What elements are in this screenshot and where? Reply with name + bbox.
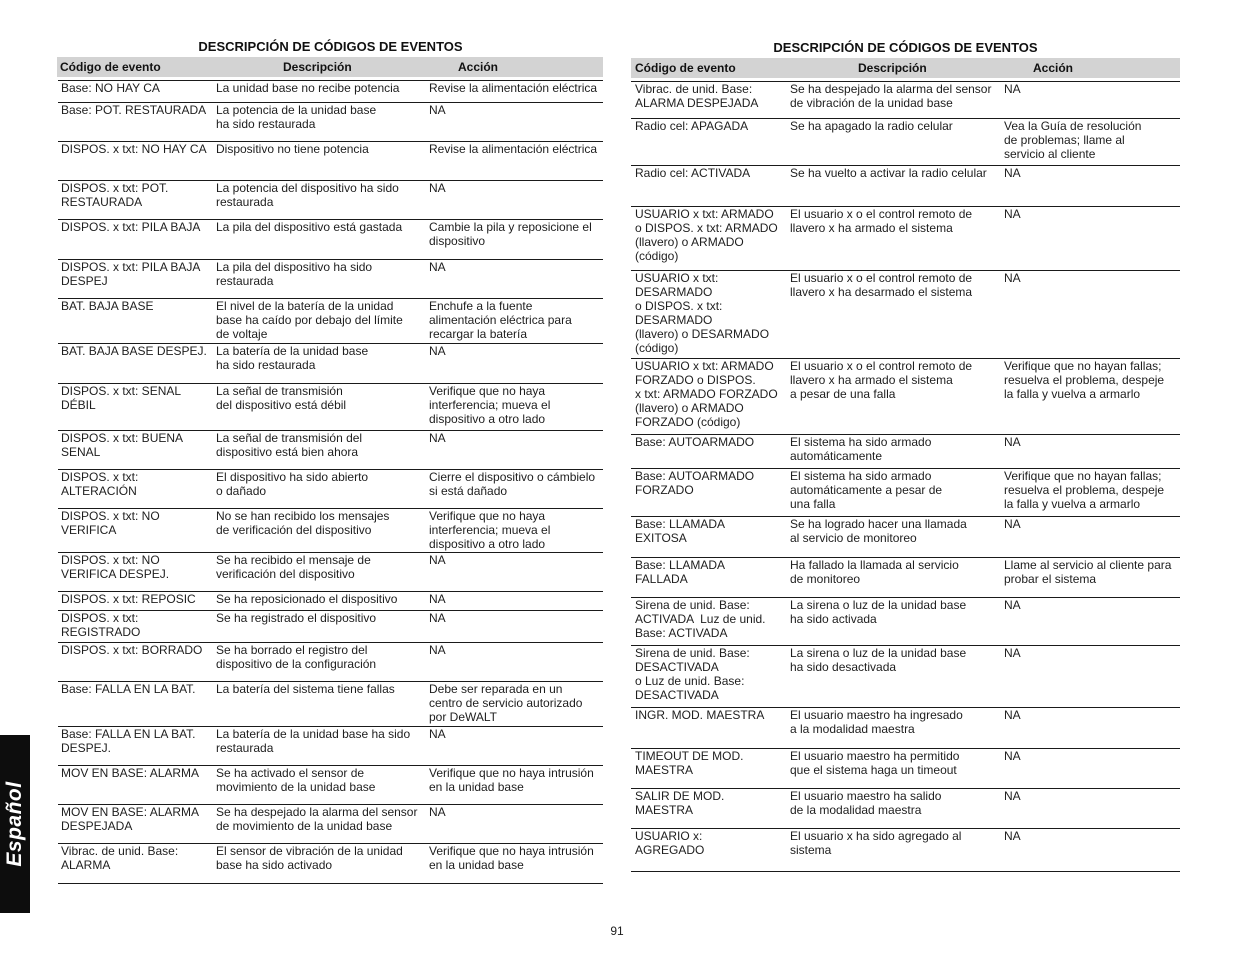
table-row (58, 343, 603, 383)
column-header-description: Descripción (283, 60, 352, 74)
description-cell: El usuario x o el control remoto de llavero x ha desarmado el sistema (790, 271, 973, 299)
event-code-cell: SALIR DE MOD. MAESTRA (635, 789, 725, 817)
table-row (631, 707, 1180, 748)
event-code-cell: DISPOS. x txt: NO VERIFICA (61, 509, 160, 537)
action-cell: Verifique que no hayan fallas; resuelva el problema, despeje la falla y vuelva a armarlo (1004, 469, 1165, 511)
action-cell: NA (1004, 207, 1021, 221)
description-cell: El dispositivo ha sido abierto o dañado (216, 470, 369, 498)
description-cell: Se ha despejado la alarma del sensor de vibración de la unidad base (790, 82, 992, 110)
table-row (58, 610, 603, 642)
description-cell: El usuario maestro ha permitido que el sistema haga un timeout (790, 749, 960, 777)
table-row (631, 81, 1180, 118)
description-cell: La señal de transmisión del dispositivo está bien ahora (216, 431, 363, 459)
event-code-cell: Base: NO HAY CA (61, 81, 160, 95)
event-code-cell: Base: LLAMADA FALLADA (635, 558, 726, 586)
table-row (58, 681, 603, 726)
event-code-cell: Base: AUTOARMADO FORZADO (635, 469, 755, 497)
description-cell: El usuario x o el control remoto de llavero x ha armado el sistema a pesar de una falla (790, 359, 973, 401)
action-cell: NA (1004, 829, 1021, 843)
description-cell: Se ha logrado hacer una llamada al servicio de monitoreo (790, 517, 967, 545)
description-cell: Se ha recibido el mensaje de verificación del dispositivo (216, 553, 371, 581)
table-row (58, 642, 603, 681)
table-row (631, 645, 1180, 707)
event-code-cell: TIMEOUT DE MOD. MAESTRA (635, 749, 744, 777)
description-cell: Se ha vuelto a activar la radio celular (790, 166, 987, 180)
description-cell: La pila del dispositivo está gastada (216, 220, 403, 234)
table-row (58, 383, 603, 430)
table-row (58, 591, 603, 610)
action-cell: NA (429, 431, 446, 445)
description-cell: Se ha borrado el registro del dispositivo de la configuración (216, 643, 377, 671)
table-row (58, 843, 603, 883)
table-row (58, 508, 603, 552)
action-cell: Cambie la pila y reposicione el dispositivo (429, 220, 592, 248)
action-cell: NA (429, 181, 446, 195)
column-header-description: Descripción (858, 61, 927, 75)
language-tab-label: Español (3, 781, 26, 867)
description-cell: El sensor de vibración de la unidad base ha sido activado (216, 844, 403, 872)
action-cell: NA (1004, 517, 1021, 531)
description-cell: Dispositivo no tiene potencia (216, 142, 369, 156)
event-code-cell: DISPOS. x txt: BUENA SENAL (61, 431, 184, 459)
action-cell: NA (1004, 598, 1021, 612)
description-cell: Se ha despejado la alarma del sensor de movimiento de la unidad base (216, 805, 418, 833)
action-cell: Verifique que no haya interferencia; mueva el dispositivo a otro lado (429, 509, 551, 551)
description-cell: Se ha activado el sensor de movimiento de la unidad base (216, 766, 376, 794)
event-code-cell: Base: FALLA EN LA BAT. (61, 682, 196, 696)
event-code-cell: MOV EN BASE: ALARMA (61, 766, 200, 780)
description-cell: La batería de la unidad base ha sido restaurada (216, 727, 411, 755)
event-code-cell: DISPOS. x txt: PILA BAJA (61, 220, 201, 234)
action-cell: NA (429, 260, 446, 274)
event-code-cell: BAT. BAJA BASE (61, 299, 154, 313)
table-row (58, 726, 603, 765)
description-cell: El usuario x ha sido agregado al sistema (790, 829, 962, 857)
table-row (58, 804, 603, 843)
table-row (631, 165, 1180, 206)
table-row (631, 206, 1180, 270)
description-cell: El nivel de la batería de la unidad base ha caído por debajo del límite de voltaje (216, 299, 403, 341)
event-code-cell: BAT. BAJA BASE DESPEJ. (61, 344, 207, 358)
table-row (58, 219, 603, 259)
action-cell: Llame al servicio al cliente para probar el sistema (1004, 558, 1172, 586)
description-cell: La batería de la unidad base ha sido restaurada (216, 344, 369, 372)
action-cell: Verifique que no haya intrusión en la unidad base (429, 766, 594, 794)
description-cell: La unidad base no recibe potencia (216, 81, 400, 95)
description-cell: Se ha apagado la radio celular (790, 119, 953, 133)
table-row (631, 516, 1180, 557)
description-cell: La potencia del dispositivo ha sido restaurada (216, 181, 399, 209)
description-cell: El sistema ha sido armado automáticamente (790, 435, 932, 463)
table-row (58, 765, 603, 804)
description-cell: La señal de transmisión del dispositivo está débil (216, 384, 347, 412)
right-table-title: DESCRIPCIÓN DE CÓDIGOS DE EVENTOS (773, 40, 1038, 55)
language-side-tab (0, 735, 30, 913)
action-cell: Verifique que no haya intrusión en la unidad base (429, 844, 594, 872)
event-code-cell: DISPOS. x txt: NO VERIFICA DESPEJ. (61, 553, 170, 581)
table-row (58, 180, 603, 219)
event-code-cell: DISPOS. x txt: REPOSIC (61, 592, 196, 606)
action-cell: Debe ser reparada en un centro de servicio autorizado por DeWALT (429, 682, 583, 724)
action-cell: NA (429, 643, 446, 657)
right-table-header (631, 58, 1180, 78)
event-code-cell: Sirena de unid. Base: DESACTIVADA o Luz de unid. Base: DESACTIVADA (635, 646, 750, 702)
event-code-cell: Base: POT. RESTAURADA (61, 103, 207, 117)
page-number: 91 (610, 924, 624, 938)
action-cell: NA (429, 344, 446, 358)
description-cell: Se ha registrado el dispositivo (216, 611, 377, 625)
action-cell: NA (1004, 435, 1021, 449)
event-code-cell: Base: AUTOARMADO (635, 435, 755, 449)
column-header-action: Acción (1033, 61, 1074, 75)
action-cell: NA (1004, 646, 1021, 660)
action-cell: Enchufe a la fuente alimentación eléctrica para recargar la batería (429, 299, 572, 341)
description-cell: Ha fallado la llamada al servicio de monitoreo (790, 558, 959, 586)
description-cell: El usuario maestro ha ingresado a la modalidad maestra (790, 708, 963, 736)
description-cell: El usuario maestro ha salido de la modalidad maestra (790, 789, 942, 817)
event-code-cell: DISPOS. x txt: PILA BAJA DESPEJ (61, 260, 201, 288)
action-cell: NA (429, 592, 446, 606)
event-code-cell: USUARIO x txt: ARMADO FORZADO o DISPOS. x txt: ARMADO FORZADO (llavero) o ARMADO FORZADO (código) (635, 359, 778, 429)
description-cell: Se ha reposicionado el dispositivo (216, 592, 398, 606)
event-code-cell: Radio cel: APAGADA (635, 119, 749, 133)
description-cell: La sirena o luz de la unidad base ha sido activada (790, 598, 967, 626)
event-code-cell: Radio cel: ACTIVADA (635, 166, 751, 180)
event-code-cell: Vibrac. de unid. Base: ALARMA (61, 844, 179, 872)
action-cell: NA (429, 727, 446, 741)
event-code-cell: DISPOS. x txt: BORRADO (61, 643, 203, 657)
event-code-cell: DISPOS. x txt: NO HAY CA (61, 142, 207, 156)
event-code-cell: USUARIO x: AGREGADO (635, 829, 705, 857)
action-cell: NA (1004, 708, 1021, 722)
event-code-cell: Vibrac. de unid. Base: ALARMA DESPEJADA (635, 82, 759, 110)
action-cell: NA (429, 553, 446, 567)
table-row (58, 298, 603, 343)
event-code-cell: INGR. MOD. MAESTRA (635, 708, 765, 722)
action-cell: Revise la alimentación eléctrica (429, 81, 598, 95)
event-code-cell: DISPOS. x txt: POT. RESTAURADA (61, 181, 169, 209)
action-cell: Verifique que no hayan fallas; resuelva el problema, despeje la falla y vuelva a armarlo (1004, 359, 1165, 401)
table-row (58, 141, 603, 180)
left-table-header (57, 57, 603, 77)
table-row (631, 358, 1180, 434)
action-cell: Revise la alimentación eléctrica (429, 142, 598, 156)
description-cell: El sistema ha sido armado automáticamente a pesar de una falla (790, 469, 943, 511)
action-cell: NA (1004, 271, 1021, 285)
description-cell: La sirena o luz de la unidad base ha sido desactivada (790, 646, 967, 674)
table-row (58, 259, 603, 298)
action-cell: NA (1004, 749, 1021, 763)
table-row (631, 557, 1180, 597)
action-cell: Cierre el dispositivo o cámbielo si está dañado (429, 470, 596, 498)
action-cell: NA (429, 805, 446, 819)
column-header-action: Acción (458, 60, 499, 74)
right-table-body (631, 81, 1180, 872)
table-row (631, 828, 1180, 871)
action-cell: NA (1004, 82, 1021, 96)
action-cell: NA (429, 103, 446, 117)
table-row (58, 469, 603, 508)
action-cell: Verifique que no haya interferencia; mueva el dispositivo a otro lado (429, 384, 551, 426)
action-cell: NA (1004, 166, 1021, 180)
left-table-body (58, 80, 603, 884)
event-code-cell: MOV EN BASE: ALARMA DESPEJADA (61, 805, 200, 833)
column-header-code: Código de evento (635, 61, 736, 75)
event-code-cell: Sirena de unid. Base: ACTIVADA Luz de unid. Base: ACTIVADA (635, 598, 766, 640)
description-cell: No se han recibido los mensajes de verificación del dispositivo (216, 509, 390, 537)
table-row (631, 788, 1180, 828)
column-header-code: Código de evento (60, 60, 161, 74)
table-row (58, 552, 603, 591)
event-code-cell: USUARIO x txt: DESARMADO o DISPOS. x txt: DESARMADO (llavero) o DESARMADO (código) (635, 271, 770, 355)
table-row (58, 80, 603, 102)
left-table-title: DESCRIPCIÓN DE CÓDIGOS DE EVENTOS (198, 39, 463, 54)
table-row (631, 748, 1180, 788)
table-row (58, 102, 603, 141)
description-cell: El usuario x o el control remoto de llavero x ha armado el sistema (790, 207, 973, 235)
action-cell: NA (1004, 789, 1021, 803)
table-row (58, 430, 603, 469)
action-cell: NA (429, 611, 446, 625)
event-code-cell: DISPOS. x txt: SENAL DÉBIL (61, 384, 182, 412)
table-row (631, 597, 1180, 645)
description-cell: La potencia de la unidad base ha sido restaurada (216, 103, 377, 131)
event-code-cell: DISPOS. x txt: REGISTRADO (61, 611, 141, 639)
event-code-cell: USUARIO x txt: ARMADO o DISPOS. x txt: ARMADO (llavero) o ARMADO (código) (635, 207, 778, 263)
description-cell: La pila del dispositivo ha sido restaurada (216, 260, 373, 288)
table-row (631, 434, 1180, 468)
event-code-cell: Base: FALLA EN LA BAT. DESPEJ. (61, 727, 196, 755)
event-code-cell: Base: LLAMADA EXITOSA (635, 517, 726, 545)
event-code-cell: DISPOS. x txt: ALTERACIÓN (61, 470, 139, 498)
action-cell: Vea la Guía de resolución de problemas; llame al servicio al cliente (1004, 119, 1142, 161)
table-row (631, 468, 1180, 516)
table-row (631, 270, 1180, 358)
description-cell: La batería del sistema tiene fallas (216, 682, 395, 696)
table-row (631, 118, 1180, 165)
